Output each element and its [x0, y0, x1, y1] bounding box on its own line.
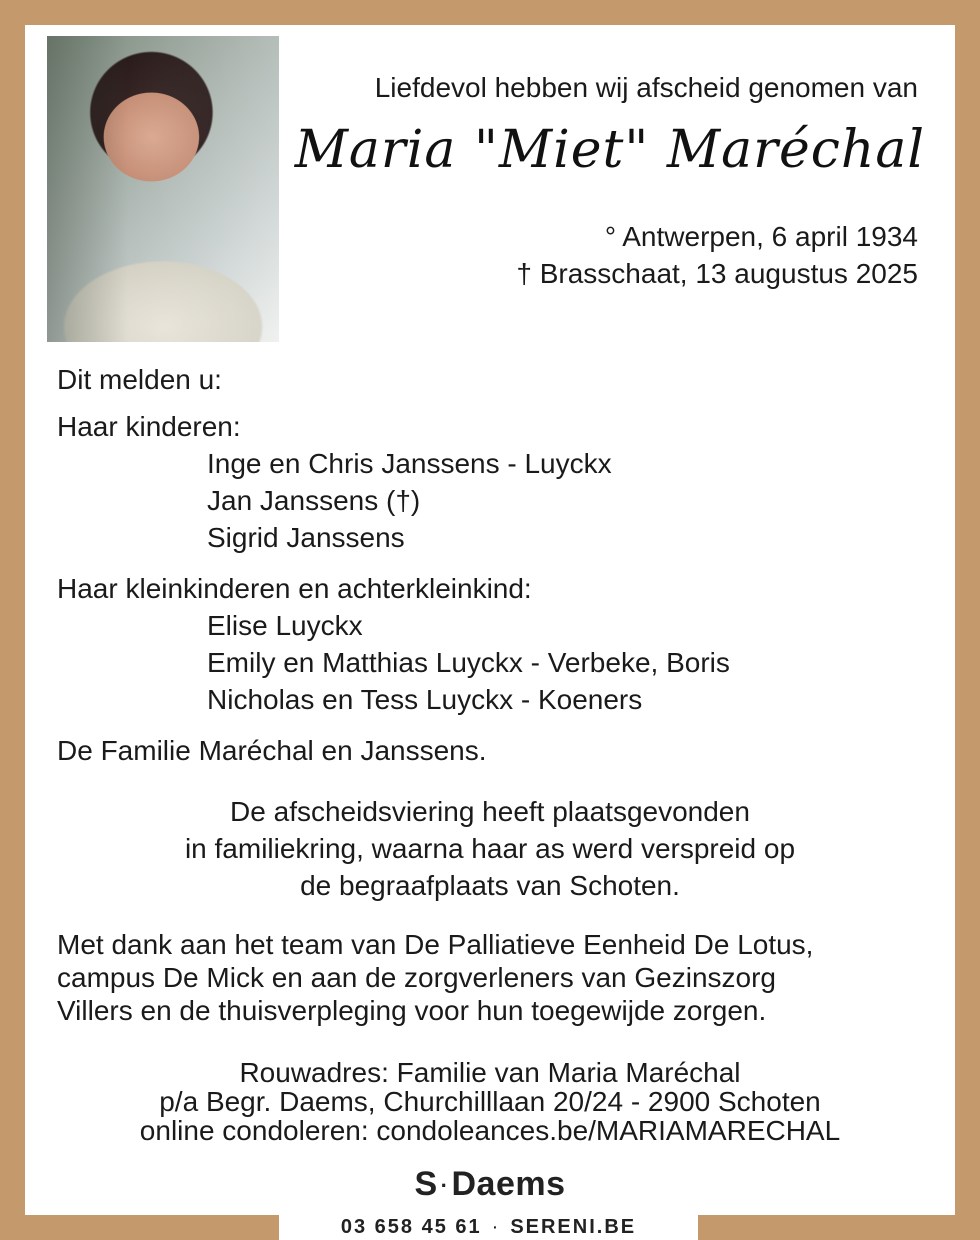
children-heading: Haar kinderen: [57, 411, 241, 442]
child-name: Sigrid Janssens [207, 522, 405, 553]
portrait-photo [47, 36, 279, 342]
ceremony-block [25, 793, 955, 904]
logo-mark: S [414, 1165, 438, 1203]
family-line: De Familie Maréchal en Janssens. [57, 735, 487, 766]
obituary-card [25, 25, 955, 1215]
thanks-block [57, 928, 813, 1027]
thanks-line: Villers en de thuisverpleging voor hun toegewijde zorgen. [57, 995, 767, 1026]
logo-name: Daems [451, 1165, 566, 1203]
funeral-home-logo [25, 1165, 955, 1204]
thanks-line: Met dank aan het team van De Palliatieve Eenheid De Lotus, [57, 929, 814, 960]
grandchildren-section [57, 570, 730, 718]
thanks-line: campus De Mick en aan de zorgverleners van Gezinszorg [57, 962, 777, 993]
grandchildren-heading: Haar kleinkinderen en achterkleinkind: [57, 573, 532, 604]
children-section [57, 408, 612, 556]
intro-line: Liefdevol hebben wij afscheid genomen van [374, 72, 918, 103]
ceremony-line: de begraafplaats van Schoten. [300, 870, 680, 901]
death-line: † Brasschaat, 13 augustus 2025 [516, 258, 918, 289]
address-line: online condoleren: condoleances.be/MARIAMARECHAL [139, 1115, 841, 1146]
ceremony-line: De afscheidsviering heeft plaatsgevonden [230, 796, 750, 827]
logo-dot-icon: · [440, 1173, 449, 1199]
grandchild-name: Emily en Matthias Luyckx - Verbeke, Boris [207, 647, 730, 678]
dates-block [516, 218, 918, 292]
birth-line: ° Antwerpen, 6 april 1934 [604, 221, 918, 252]
address-line: p/a Begr. Daems, Churchilllaan 20/24 - 2900 Schoten [159, 1086, 821, 1117]
address-block [25, 1058, 955, 1145]
address-line: Rouwadres: Familie van Maria Maréchal [239, 1057, 741, 1088]
footer-separator: · [491, 1216, 501, 1238]
footer-site: SERENI.BE [510, 1216, 637, 1238]
footer-contact [279, 1215, 698, 1240]
grandchild-name: Nicholas en Tess Luyckx - Koeners [207, 684, 643, 715]
deceased-name: Maria "Miet" Maréchal [294, 120, 925, 180]
ceremony-line: in familiekring, waarna haar as werd verspreid op [184, 833, 796, 864]
grandchild-name: Elise Luyckx [207, 610, 363, 641]
footer-phone: 03 658 45 61 [340, 1216, 482, 1238]
announce-line: Dit melden u: [57, 364, 222, 395]
child-name: Inge en Chris Janssens - Luyckx [207, 448, 612, 479]
child-name: Jan Janssens (†) [207, 485, 421, 516]
